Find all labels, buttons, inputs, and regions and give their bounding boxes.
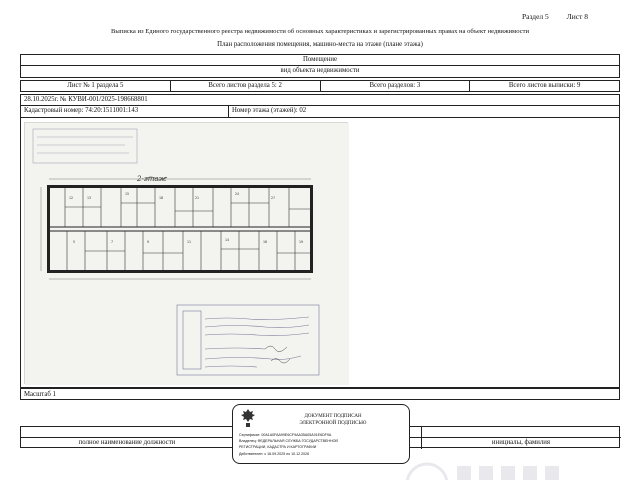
floor-number: Номер этажа (этажей): 02: [232, 107, 307, 114]
stamp-owner-2: РЕГИСТРАЦИИ, КАДАСТРА И КАРТОГРАФИИ: [239, 445, 317, 449]
stamp-owner: Владелец: ФЕДЕРАЛЬНАЯ СЛУЖБА ГОСУДАРСТВЕННОЙ: [239, 439, 338, 443]
electronic-signature-stamp: [232, 404, 410, 464]
svg-text:16: 16: [263, 240, 268, 244]
scale-row: Масштаб 1: [20, 388, 620, 400]
svg-text:19: 19: [299, 240, 304, 244]
date-number: 28.10.2025г. № КУВИ-001/2025-198668801: [24, 96, 148, 103]
svg-text:11: 11: [187, 240, 192, 244]
position-caption: полное наименование должности: [78, 439, 176, 446]
section-label: Раздел 5: [521, 12, 549, 21]
stamp-title-2: ЭЛЕКТРОННОЙ ПОДПИСЬЮ: [299, 421, 367, 426]
sheet-number: Лист № 1 раздела 5: [21, 81, 171, 91]
watermark-logo: [401, 454, 601, 480]
svg-text:24: 24: [235, 192, 240, 196]
svg-text:5: 5: [73, 240, 76, 244]
sheet-label: Лист 8: [566, 12, 588, 21]
info-table: [20, 94, 620, 118]
cadastral-number: Кадастровый номер: 74:20:1511001:143: [21, 106, 229, 117]
object-type-caption: вид объекта недвижимости: [280, 67, 360, 74]
eagle-emblem-icon: [237, 407, 259, 429]
document-title: Выписка из Единого государственного реестра недвижимости об основных характеристиках и зарегистрированных правах на объект недвижимости: [110, 28, 530, 35]
svg-text:21: 21: [195, 196, 200, 200]
svg-text:15: 15: [125, 192, 130, 196]
svg-text:13: 13: [87, 196, 92, 200]
sheets-in-section: Всего листов раздела 5: 2: [171, 81, 321, 91]
page-header: [506, 12, 588, 21]
svg-text:18: 18: [159, 196, 164, 200]
svg-text:14: 14: [225, 238, 230, 242]
document-subtitle: План расположения помещения, машино-места на этаже (плане этажа): [217, 41, 423, 48]
svg-text:9: 9: [147, 240, 150, 244]
stamp-title-1: ДОКУМЕНТ ПОДПИСАН: [304, 414, 362, 419]
stamp-validity: Действителен: с 16.09.2025 по 10.12.2026: [239, 452, 310, 456]
total-sections: Всего разделов: 3: [321, 81, 471, 91]
svg-text:12: 12: [69, 196, 74, 200]
total-sheets: Всего листов выписки: 9: [508, 82, 581, 89]
floor-plan-label: 2-этаж: [137, 175, 167, 183]
initials-caption: инициалы, фамилия: [491, 439, 551, 446]
sheets-table: [20, 80, 620, 92]
floor-plan-image: [24, 122, 348, 384]
svg-text:7: 7: [111, 240, 114, 244]
svg-text:27: 27: [271, 196, 276, 200]
stamp-certificate: Сертификат: 00A1A0FAA99E6CF9AA35A05A01E6DF9A: [239, 433, 332, 437]
object-type-value: Помещение: [302, 56, 338, 63]
object-type-table: [20, 54, 620, 78]
plan-area: [20, 116, 620, 388]
